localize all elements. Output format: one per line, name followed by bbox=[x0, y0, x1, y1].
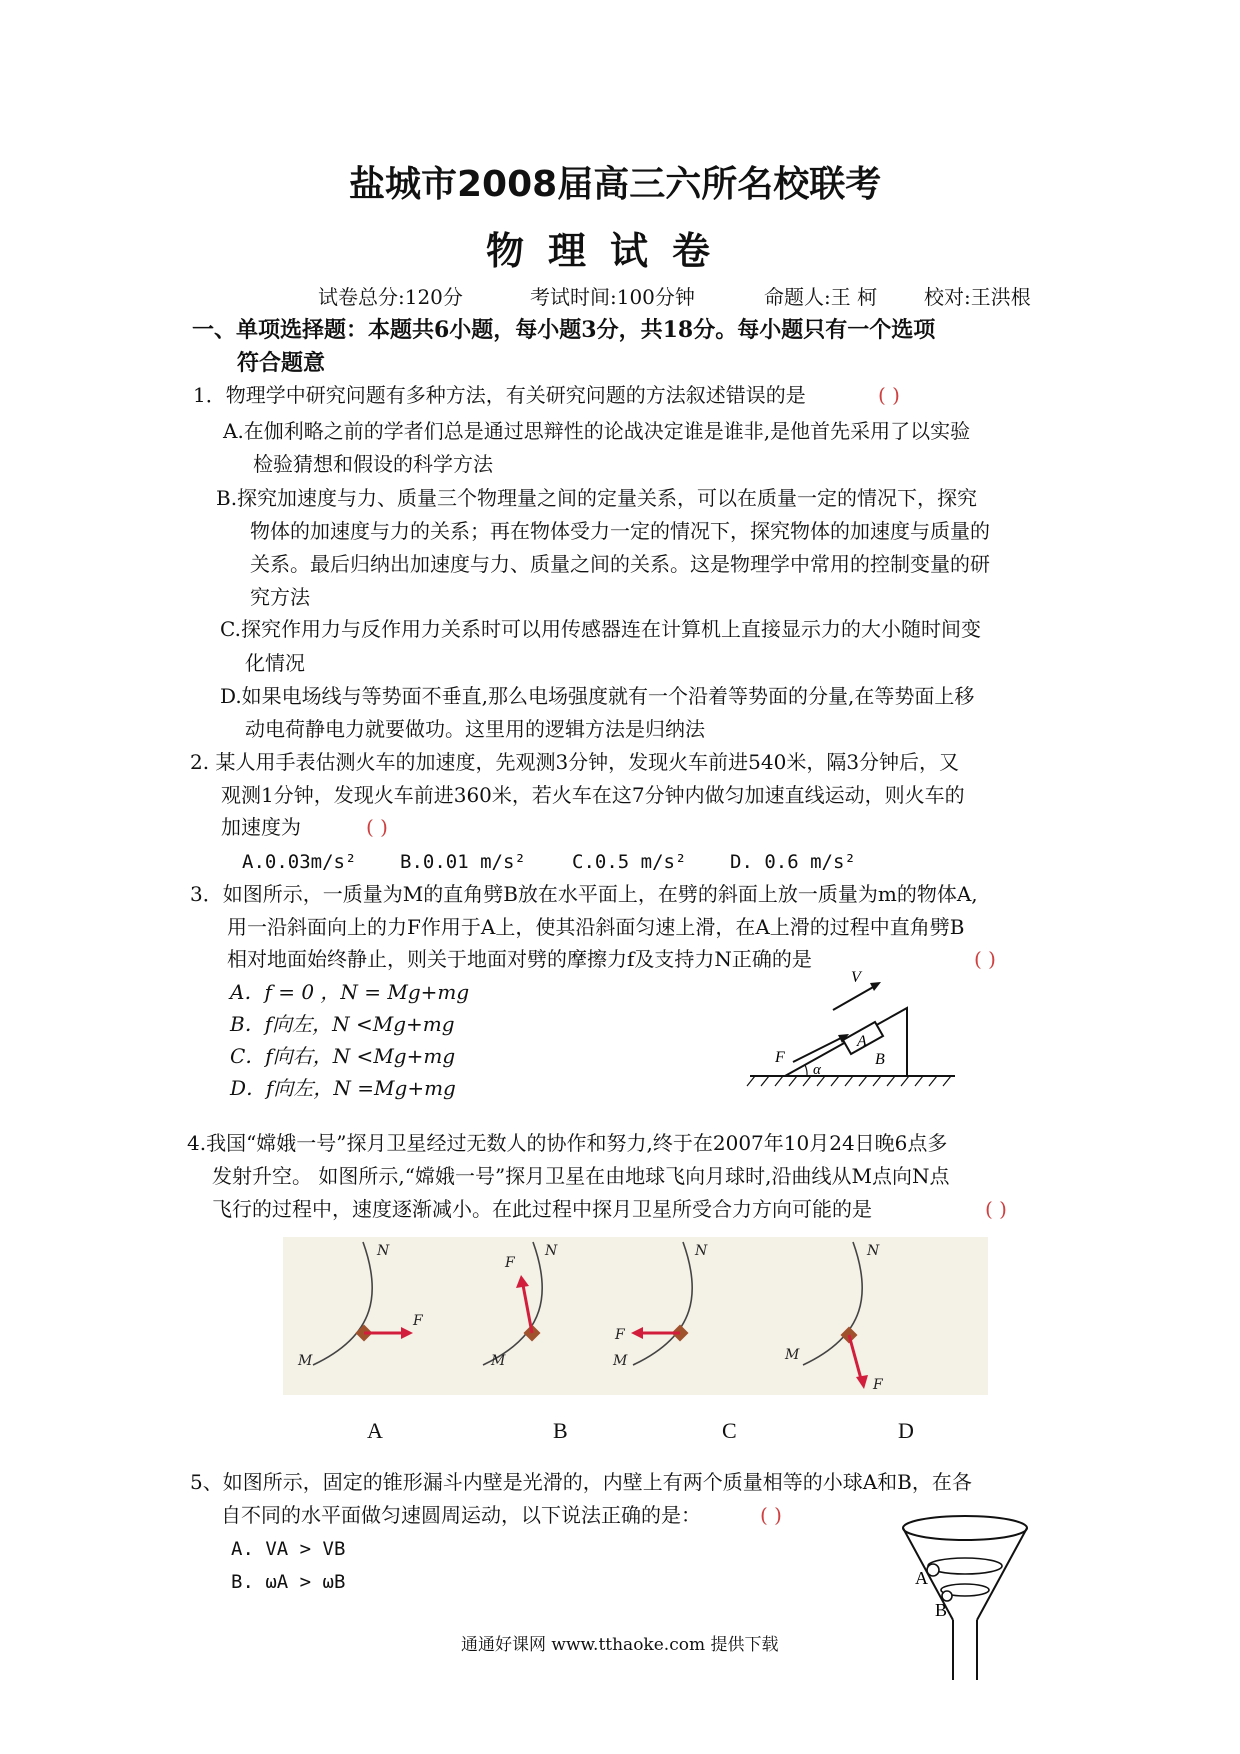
q1-option-b-line3: 关系。最后归纳出加速度与力、质量之间的关系。这是物理学中常用的控制变量的研 bbox=[250, 552, 990, 576]
q4-stem-line3: 飞行的过程中，速度逐渐减小。在此过程中探月卫星所受合力方向可能的是 bbox=[212, 1197, 872, 1221]
label-ball-b: B bbox=[935, 1600, 948, 1620]
panel-a-n: N bbox=[377, 1243, 390, 1259]
label-alpha: α bbox=[813, 1062, 821, 1078]
panel-b-m: M bbox=[491, 1353, 506, 1369]
label-b: B bbox=[875, 1051, 885, 1068]
q3-answer-bracket: ( ) bbox=[974, 947, 996, 971]
wedge-diagram bbox=[745, 960, 960, 1090]
q3-stem-line1: 3．如图所示，一质量为M的直角劈B放在水平面上，在劈的斜面上放一质量为m的物体A, bbox=[190, 882, 978, 906]
panel-label-b: B bbox=[553, 1418, 568, 1443]
q1-option-d-line2: 动电荷静电力就要做功。这里用的逻辑方法是归纳法 bbox=[245, 717, 705, 741]
exam-title: 盐城市2008届高三六所名校联考 bbox=[349, 164, 882, 205]
q1-option-c-line2: 化情况 bbox=[245, 651, 305, 675]
info-author: 命题人:王 柯 bbox=[764, 285, 878, 309]
footer-credit: 通通好课网 www.tthaoke.com 提供下载 bbox=[461, 1635, 779, 1655]
label-ball-a: A bbox=[915, 1568, 928, 1588]
q2-stem-line1: 2. 某人用手表估测火车的加速度，先观测3分钟，发现火车前进540米，隔3分钟后，又 bbox=[190, 750, 960, 774]
panel-b-n: N bbox=[545, 1243, 558, 1259]
q3-stem-line3: 相对地面始终静止，则关于地面对劈的摩擦力f及支持力N正确的是 bbox=[227, 947, 812, 971]
panel-a-f: F bbox=[413, 1313, 423, 1329]
panel-a-m: M bbox=[298, 1353, 313, 1369]
info-total: 试卷总分:120分 bbox=[318, 285, 463, 309]
q4-answer-bracket: ( ) bbox=[985, 1197, 1007, 1221]
q2-option-c: C.0.5 m/s² bbox=[572, 851, 687, 873]
panel-d-n: N bbox=[867, 1243, 880, 1259]
q1-option-c-line1: C.探究作用力与反作用力关系时可以用传感器连在计算机上直接显示力的大小随时间变 bbox=[220, 617, 981, 641]
q5-option-b: B. ωA > ωB bbox=[231, 1571, 346, 1593]
q2-answer-bracket: ( ) bbox=[366, 815, 388, 839]
panel-c-m: M bbox=[613, 1353, 628, 1369]
q4-stem-line2: 发射升空。 如图所示,“嫦娥一号”探月卫星在由地球飞向月球时,沿曲线从M点向N点 bbox=[212, 1164, 950, 1188]
q5-stem-line2: 自不同的水平面做匀速圆周运动，以下说法正确的是： bbox=[221, 1503, 701, 1527]
q3-option-a: A．f = 0 ，N = Mg+mg bbox=[230, 980, 470, 1004]
q1-option-a-line1: A.在伽利略之前的学者们总是通过思辩性的论战决定谁是谁非,是他首先采用了以实验 bbox=[223, 419, 971, 443]
q5-option-a: A. VA > VB bbox=[231, 1538, 346, 1560]
q5-answer-bracket: ( ) bbox=[760, 1503, 782, 1527]
q3-option-b: B．f向左，N <Mg+mg bbox=[230, 1012, 455, 1036]
figure-background bbox=[283, 1237, 988, 1395]
q2-stem-line3: 加速度为 bbox=[221, 815, 301, 839]
q2-option-d: D. 0.6 m/s² bbox=[730, 851, 856, 873]
q1-answer-bracket: ( ) bbox=[878, 383, 900, 407]
panel-c-n: N bbox=[695, 1243, 708, 1259]
q1-option-a-line2: 检验猜想和假设的科学方法 bbox=[253, 452, 493, 476]
q4-stem-line1: 4.我国“嫦娥一号”探月卫星经过无数人的协作和努力,终于在2007年10月24日晚6点多 bbox=[187, 1131, 948, 1155]
panel-label-a: A bbox=[367, 1418, 383, 1443]
q2-stem-line2: 观测1分钟，发现火车前进360米，若火车在这7分钟内做匀加速直线运动，则火车的 bbox=[221, 783, 965, 807]
q1-option-d-line1: D.如果电场线与等势面不垂直,那么电场强度就有一个沿着等势面的分量,在等势面上移 bbox=[220, 684, 975, 708]
panel-b-f: F bbox=[505, 1255, 515, 1271]
exam-subtitle: 物理试卷 bbox=[486, 229, 735, 273]
funnel-diagram bbox=[895, 1508, 1035, 1688]
panel-c-f: F bbox=[615, 1327, 625, 1343]
q1-option-b-line1: B.探究加速度与力、质量三个物理量之间的定量关系，可以在质量一定的情况下，探究 bbox=[216, 486, 978, 510]
label-f: F bbox=[775, 1049, 785, 1066]
info-time: 考试时间:100分钟 bbox=[530, 285, 695, 309]
label-a: A bbox=[857, 1033, 867, 1050]
panel-d-f: F bbox=[873, 1377, 883, 1393]
section-heading-line1: 一、单项选择题：本题共6小题，每小题3分，共18分。每小题只有一个选项 bbox=[192, 317, 936, 343]
q1-option-b-line2: 物体的加速度与力的关系；再在物体受力一定的情况下，探究物体的加速度与质量的 bbox=[250, 519, 990, 543]
info-checker: 校对:王洪根 bbox=[924, 285, 1031, 309]
q2-option-b: B.0.01 m/s² bbox=[400, 851, 526, 873]
panel-d-m: M bbox=[785, 1347, 800, 1363]
q5-stem-line1: 5、如图所示，固定的锥形漏斗内壁是光滑的，内壁上有两个质量相等的小球A和B，在各 bbox=[190, 1470, 972, 1494]
q1-stem: 1．物理学中研究问题有多种方法，有关研究问题的方法叙述错误的是 bbox=[193, 383, 806, 407]
q3-option-d: D．f向左，N =Mg+mg bbox=[230, 1076, 456, 1100]
panel-label-d: D bbox=[898, 1418, 914, 1443]
q2-option-a: A.0.03m/s² bbox=[242, 851, 357, 873]
panel-label-c: C bbox=[722, 1418, 737, 1443]
section-heading-line2: 符合题意 bbox=[237, 350, 326, 376]
q3-stem-line2: 用一沿斜面向上的力F作用于A上，使其沿斜面匀速上滑，在A上滑的过程中直角劈B bbox=[227, 915, 965, 939]
q3-option-c: C．f向右，N <Mg+mg bbox=[230, 1044, 456, 1068]
q1-option-b-line4: 究方法 bbox=[250, 585, 310, 609]
ball-a bbox=[927, 1564, 939, 1576]
satellite-trajectory-figure bbox=[283, 1237, 988, 1395]
label-v: V bbox=[851, 969, 861, 986]
